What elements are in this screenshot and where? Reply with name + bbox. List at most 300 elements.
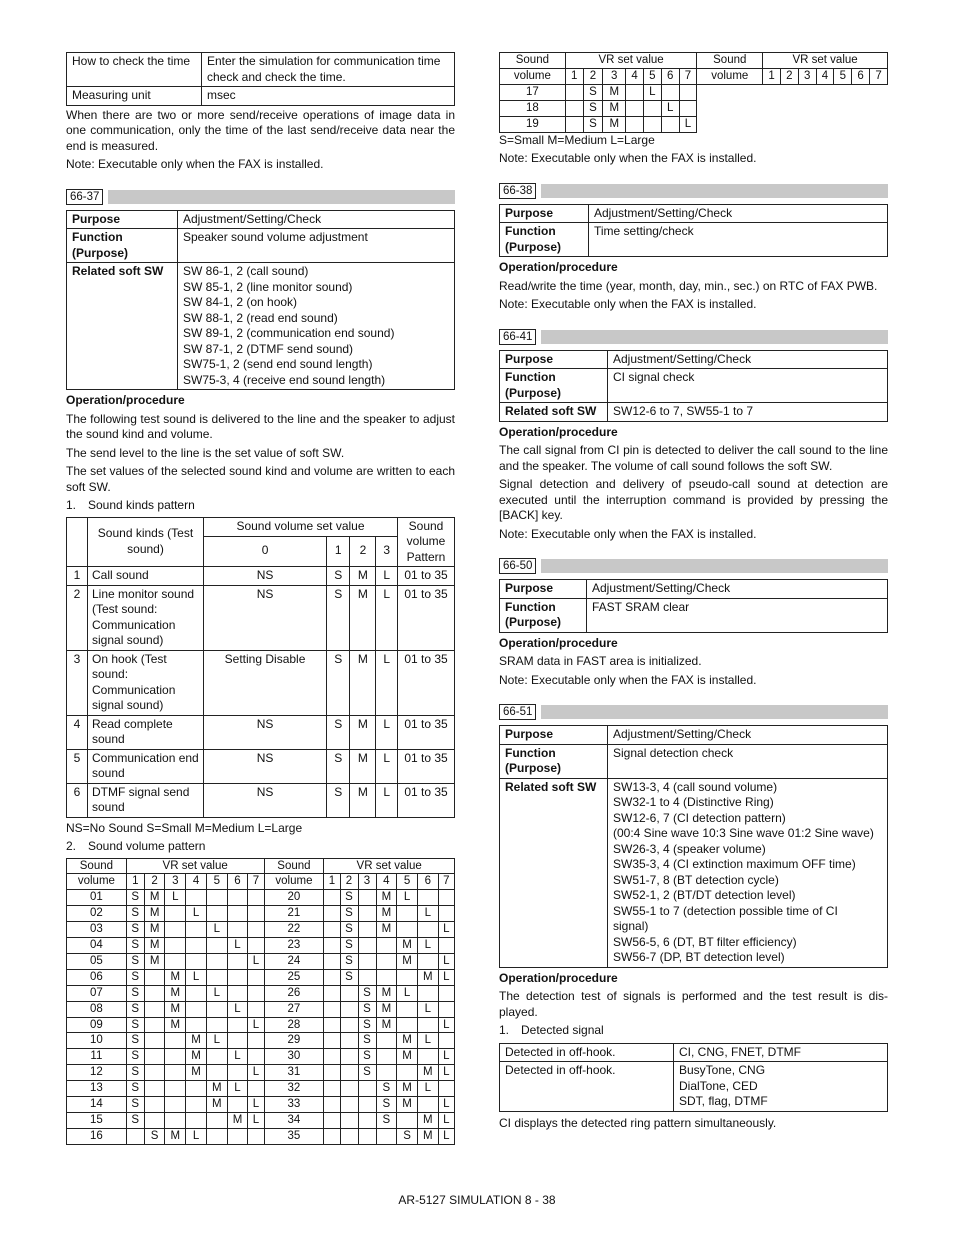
set-value: M (350, 567, 376, 586)
related-item: SW75-1, 2 (send end sound length) (183, 357, 373, 371)
vr-cell: S (340, 969, 358, 985)
vr-cell (227, 969, 248, 985)
right-column (499, 52, 888, 1134)
volume-number: 14 (67, 1097, 127, 1113)
vr-cell (144, 1097, 165, 1113)
row-number: 2 (67, 585, 88, 650)
vr-cell (438, 1081, 454, 1097)
volume-number: 27 (264, 1001, 324, 1017)
vr-cell: S (376, 1081, 397, 1097)
vr-cell (661, 84, 679, 100)
vr-col-3: 3 (798, 68, 816, 84)
volume-number: 32 (264, 1081, 324, 1097)
vr-col-6: 6 (417, 874, 438, 890)
col-sound: Sound (67, 858, 127, 874)
vr-cell (227, 1097, 248, 1113)
volume-pattern-body (67, 890, 455, 1145)
set-value: L (376, 650, 398, 715)
vr-cell (248, 906, 264, 922)
set-value: L (376, 715, 398, 749)
volume-number: 19 (500, 116, 566, 132)
volume-number: 31 (264, 1065, 324, 1081)
vr-cell: S (583, 100, 603, 116)
related-label: Related soft SW (500, 778, 608, 967)
col-sound: Sound (500, 53, 566, 69)
vr-cell (679, 100, 697, 116)
table-row (67, 263, 455, 390)
related-item: SW32-1 to 4 (Distinctive Ring) (613, 795, 774, 810)
volume-number: 34 (264, 1113, 324, 1129)
vr-cell (324, 1033, 340, 1049)
vr-col-2: 2 (583, 68, 603, 84)
vr-cell (165, 953, 186, 969)
sound-kind: DTMF signal send sound (88, 783, 204, 817)
vr-cell: L (417, 938, 438, 954)
related-item: SW55-1 to 7 (detection possible time of CI (613, 903, 838, 918)
set-value: NS (204, 715, 327, 749)
col-vr: VR set value (324, 858, 455, 874)
vr-cell (417, 1049, 438, 1065)
vr-cell: L (165, 890, 186, 906)
vr-cell: L (438, 922, 454, 938)
vr-cell: S (340, 922, 358, 938)
table-row (67, 858, 455, 874)
vr-col-4: 4 (376, 874, 397, 890)
sound-kind: On hook (Test sound: Communication signal sound) (88, 650, 204, 715)
set-value: S (327, 715, 350, 749)
volume-number: 08 (67, 1001, 127, 1017)
volume-number: 11 (67, 1049, 127, 1065)
table-row (67, 1081, 455, 1097)
vr-col-7: 7 (248, 874, 264, 890)
related-item: SW 86-1, 2 (call sound) (183, 264, 309, 278)
vr-cell: L (438, 1017, 454, 1033)
set-value: S (327, 585, 350, 650)
vr-cell: L (206, 985, 227, 1001)
vr-cell (643, 100, 661, 116)
vr-cell (165, 922, 186, 938)
volume-number: 35 (264, 1128, 324, 1144)
table-row (500, 726, 888, 745)
op-paragraph: Signal detection and delivery of pseudo-call sound at detection are executed until the interruption command is provided by pressing the [BACK] key. (499, 477, 888, 523)
table-row (67, 1049, 455, 1065)
vr-cell (206, 1113, 227, 1129)
volume-number: 06 (67, 969, 127, 985)
vr-cell: M (165, 1017, 186, 1033)
vr-cell (397, 969, 418, 985)
vr-cell: M (165, 1001, 186, 1017)
volume-number: 30 (264, 1049, 324, 1065)
set-col-0: 0 (204, 536, 327, 566)
operation-title: Operation/procedure (499, 635, 618, 650)
vr-cell: L (417, 906, 438, 922)
vr-cell: M (144, 938, 165, 954)
operation-title: Operation/procedure (499, 970, 618, 985)
vr-cell: L (186, 1128, 207, 1144)
vr-cell: M (186, 1033, 207, 1049)
section-code: 66-37 (66, 189, 103, 205)
vr-cell: L (248, 1017, 264, 1033)
vr-col-1: 1 (324, 874, 340, 890)
vr-cell: S (126, 1049, 144, 1065)
vr-cell (144, 1033, 165, 1049)
table-row (500, 369, 888, 403)
op-paragraph: The following test sound is delivered to the line and the speaker to adjust the sound kind and volume. (66, 411, 455, 441)
related-item: SW 87-1, 2 (DTMF send sound) (183, 341, 354, 356)
vr-cell: L (186, 906, 207, 922)
set-value: Setting Disable (204, 650, 327, 715)
vr-cell: L (417, 1001, 438, 1017)
table-row (67, 1113, 455, 1129)
vr-cell: S (358, 1049, 376, 1065)
vr-cell: M (186, 1065, 207, 1081)
vr-cell: M (206, 1081, 227, 1097)
vr-cell (165, 1097, 186, 1113)
note: Note: Executable only when the FAX is installed. (499, 297, 757, 312)
row-number: 6 (67, 783, 88, 817)
op-paragraph: The send level to the line is the set value of soft SW. (66, 445, 345, 460)
vr-cell (144, 969, 165, 985)
vr-cell (358, 969, 376, 985)
section-header-6641 (499, 329, 888, 345)
vr-cell: L (227, 1081, 248, 1097)
vr-cell: L (438, 1128, 454, 1144)
function-label: Function (Purpose) (500, 598, 587, 632)
vr-cell: M (417, 1128, 438, 1144)
section-code: 66-51 (499, 704, 536, 720)
vr-cell (324, 922, 340, 938)
purpose-label: Purpose (67, 210, 178, 229)
vr-cell (565, 84, 583, 100)
vr-cell (417, 1097, 438, 1113)
function-label: Function (Purpose) (500, 744, 608, 778)
volume-number: 07 (67, 985, 127, 1001)
vr-cell (324, 1017, 340, 1033)
related-item: SW 89-1, 2 (communication end sound) (183, 326, 395, 340)
vr-col-2: 2 (340, 874, 358, 890)
vr-cell (227, 1065, 248, 1081)
table-row (67, 749, 455, 783)
table-row (67, 229, 455, 263)
related-item: SW26-3, 4 (speaker volume) (613, 841, 766, 856)
legend-1: NS=No Sound S=Small M=Medium L=Large (66, 820, 303, 835)
table-row (67, 985, 455, 1001)
table-row (500, 1062, 888, 1112)
purpose-value: Adjustment/Setting/Check (608, 350, 888, 369)
col-sound: Sound (264, 858, 324, 874)
vr-cell: M (397, 1081, 418, 1097)
vr-cell: M (227, 1113, 248, 1129)
pattern-value: 01 to 35 (398, 783, 455, 817)
pattern-value: 01 to 35 (398, 567, 455, 586)
section-bar (108, 190, 455, 204)
vr-cell (248, 969, 264, 985)
section-header-6651 (499, 704, 888, 720)
vr-cell (565, 100, 583, 116)
table-row (67, 650, 455, 715)
info-table-6641 (499, 350, 888, 422)
vr-cell (165, 1065, 186, 1081)
vr-cell (165, 906, 186, 922)
set-col-3: 3 (376, 536, 398, 566)
vr-cell (227, 922, 248, 938)
detect-label: Detected in off-hook. (500, 1043, 674, 1062)
vr-cell (324, 890, 340, 906)
vr-cell: S (126, 1017, 144, 1033)
vr-cell: S (126, 938, 144, 954)
info-table-6637 (66, 210, 455, 391)
vr-cell (438, 985, 454, 1001)
vr-cell (248, 1128, 264, 1144)
vr-cell (206, 1128, 227, 1144)
purpose-value: Adjustment/Setting/Check (587, 580, 888, 599)
function-value: Signal detection check (608, 744, 888, 778)
function-label: Function (Purpose) (500, 369, 608, 403)
operation-title: Operation/procedure (499, 424, 618, 439)
related-item: SW75-3, 4 (receive end sound length) (183, 372, 386, 387)
vr-cell (626, 84, 644, 100)
table-row (500, 116, 888, 132)
list-title-detected: 1. Detected signal (499, 1023, 604, 1038)
table-row (67, 953, 455, 969)
vr-cell (227, 1017, 248, 1033)
left-column (66, 52, 455, 1145)
vr-cell (248, 1001, 264, 1017)
vr-cell (340, 1033, 358, 1049)
vr-cell (206, 1017, 227, 1033)
vr-cell (144, 1001, 165, 1017)
vr-cell: S (340, 938, 358, 954)
vr-cell (206, 1065, 227, 1081)
table-row (67, 890, 455, 906)
op-paragraph: The set values of the selected sound kind and volume are written to each soft SW. (66, 464, 455, 494)
function-label: Function (Purpose) (67, 229, 178, 263)
vr-cell (144, 1065, 165, 1081)
vr-col-2: 2 (780, 68, 798, 84)
vr-cell (227, 1033, 248, 1049)
vr-cell: L (417, 1033, 438, 1049)
table-row (500, 580, 888, 599)
volume-number: 28 (264, 1017, 324, 1033)
related-list (608, 778, 888, 967)
table-row (67, 567, 455, 586)
vr-cell (186, 953, 207, 969)
vr-cell: S (126, 1113, 144, 1129)
vr-cell (397, 1065, 418, 1081)
volume-number: 24 (264, 953, 324, 969)
table-row (67, 517, 455, 536)
pattern-value: 01 to 35 (398, 585, 455, 650)
op-paragraph: SRAM data in FAST area is initialized. (499, 654, 702, 669)
purpose-label: Purpose (500, 580, 587, 599)
time-value-1: Enter the simulation for communication time check and check the time. (202, 53, 455, 87)
vr-cell (248, 938, 264, 954)
vr-cell (340, 1049, 358, 1065)
vr-cell: S (397, 1128, 418, 1144)
detect-value-line: DialTone, CED (679, 1078, 758, 1093)
related-item: (00:4 Sine wave 10:3 Sine wave 01:2 Sine wave) (613, 826, 874, 841)
related-list (178, 263, 455, 390)
pattern-value: 01 to 35 (398, 749, 455, 783)
table-row (67, 874, 455, 890)
set-value: S (327, 749, 350, 783)
volume-number: 22 (264, 922, 324, 938)
sound-kind: Line monitor sound (Test sound: Communication signal sound) (88, 585, 204, 650)
vr-cell: M (376, 922, 397, 938)
table-row (67, 906, 455, 922)
page-footer: AR-5127 SIMULATION 8 - 38 (398, 1193, 556, 1207)
related-item: SW56-5, 6 (DT, BT filter efficiency) (613, 934, 797, 949)
final-note: CI displays the detected ring pattern simultaneously. (499, 1115, 777, 1130)
sound-kind: Communication end sound (88, 749, 204, 783)
note-top: Note: Executable only when the FAX is installed. (499, 151, 757, 166)
vr-cell: M (186, 1049, 207, 1065)
related-item: SW 88-1, 2 (read end sound) (183, 310, 338, 325)
vr-cell (165, 1033, 186, 1049)
table-row (67, 585, 455, 650)
vr-cell (417, 953, 438, 969)
header-blank (67, 517, 88, 567)
vr-cell (248, 890, 264, 906)
vr-cell (376, 969, 397, 985)
volume-number: 21 (264, 906, 324, 922)
volume-pattern-table (66, 858, 455, 1145)
set-value: S (327, 567, 350, 586)
detect-value-line: CI, CNG, FNET, DTMF (679, 1044, 801, 1059)
vr-cell (248, 985, 264, 1001)
related-item: SW56-7 (DP, BT detection level) (613, 950, 785, 965)
vr-cell (358, 1081, 376, 1097)
vr-col-1: 1 (763, 68, 781, 84)
related-item: SW13-3, 4 (call sound volume) (613, 779, 778, 794)
operation-title: Operation/procedure (66, 393, 185, 407)
set-value: M (350, 650, 376, 715)
related-label: Related soft SW (67, 263, 178, 390)
vr-cell (438, 1033, 454, 1049)
vr-cell: L (186, 969, 207, 985)
col-vr: VR set value (763, 53, 888, 69)
vr-cell (186, 1097, 207, 1113)
vr-cell: S (126, 1081, 144, 1097)
volume-number: 03 (67, 922, 127, 938)
vr-cell: M (397, 1097, 418, 1113)
vr-cell: L (248, 1065, 264, 1081)
vr-cell (376, 953, 397, 969)
table-row (67, 783, 455, 817)
purpose-value: Adjustment/Setting/Check (608, 726, 888, 745)
vr-cell (438, 938, 454, 954)
col-volume: volume (264, 874, 324, 890)
vr-cell: S (126, 1001, 144, 1017)
related-label: Related soft SW (500, 403, 608, 422)
op-paragraph: The detection test of signals is performed and the test result is dis-played. (499, 989, 888, 1019)
vr-cell: M (397, 953, 418, 969)
vr-cell: M (417, 1113, 438, 1129)
vr-cell (186, 890, 207, 906)
vr-cell (358, 922, 376, 938)
vr-cell (206, 953, 227, 969)
vr-cell (165, 1081, 186, 1097)
volume-number: 12 (67, 1065, 127, 1081)
vr-cell: M (376, 890, 397, 906)
vr-cell (165, 1113, 186, 1129)
vr-col-6: 6 (852, 68, 870, 84)
table-row (500, 778, 888, 967)
vr-cell: S (340, 890, 358, 906)
vr-cell: L (206, 922, 227, 938)
function-value: FAST SRAM clear (587, 598, 888, 632)
row-number: 1 (67, 567, 88, 586)
header-pattern: Sound volume Pattern (398, 517, 455, 567)
vr-cell (626, 116, 644, 132)
vr-cell (340, 985, 358, 1001)
related-item: SW12-6, 7 (CI detection pattern) (613, 810, 786, 825)
set-value: NS (204, 783, 327, 817)
vr-cell (144, 1017, 165, 1033)
vr-cell (417, 890, 438, 906)
vr-cell (324, 969, 340, 985)
table-row (500, 100, 888, 116)
vr-col-7: 7 (438, 874, 454, 890)
vr-cell (358, 890, 376, 906)
vr-cell (397, 1017, 418, 1033)
time-label-1: How to check the time (67, 53, 202, 87)
vr-cell: S (126, 922, 144, 938)
time-label-2: Measuring unit (67, 87, 202, 106)
vr-cell (227, 985, 248, 1001)
table-row (67, 1128, 455, 1144)
vr-cell (206, 969, 227, 985)
volume-number: 18 (500, 100, 566, 116)
sound-kind: Read complete sound (88, 715, 204, 749)
volume-number: 13 (67, 1081, 127, 1097)
vr-cell (144, 1081, 165, 1097)
vr-cell (144, 1113, 165, 1129)
list-title-volume-pattern: 2. Sound volume pattern (66, 839, 206, 853)
vr-cell (397, 906, 418, 922)
header-set-value: Sound volume set value (204, 517, 398, 536)
vr-cell (340, 1065, 358, 1081)
set-col-2: 2 (350, 536, 376, 566)
vr-cell (324, 1065, 340, 1081)
vr-cell (186, 1081, 207, 1097)
table-row (67, 1033, 455, 1049)
vr-cell (186, 938, 207, 954)
section-bar (541, 184, 888, 198)
vr-cell: M (165, 969, 186, 985)
purpose-label: Purpose (500, 350, 608, 369)
vr-col-6: 6 (661, 68, 679, 84)
detect-value-line: SDT, flag, DTMF (679, 1094, 768, 1109)
vr-cell: L (206, 1033, 227, 1049)
detect-value (674, 1043, 888, 1062)
section-bar (541, 330, 888, 344)
vr-cell (324, 1001, 340, 1017)
vr-col-5: 5 (834, 68, 852, 84)
vr-cell (165, 938, 186, 954)
table-row (500, 53, 888, 69)
vr-col-5: 5 (643, 68, 661, 84)
set-value: M (350, 585, 376, 650)
vr-cell (126, 1128, 144, 1144)
op-paragraph: Read/write the time (year, month, day, min., sec.) on RTC of FAX PWB. (499, 278, 878, 293)
set-value: S (327, 783, 350, 817)
related-item: SW51-7, 8 (BT detection cycle) (613, 872, 779, 887)
set-value: M (350, 783, 376, 817)
vr-cell: M (397, 1033, 418, 1049)
vr-cell: L (661, 100, 679, 116)
vr-cell (661, 116, 679, 132)
